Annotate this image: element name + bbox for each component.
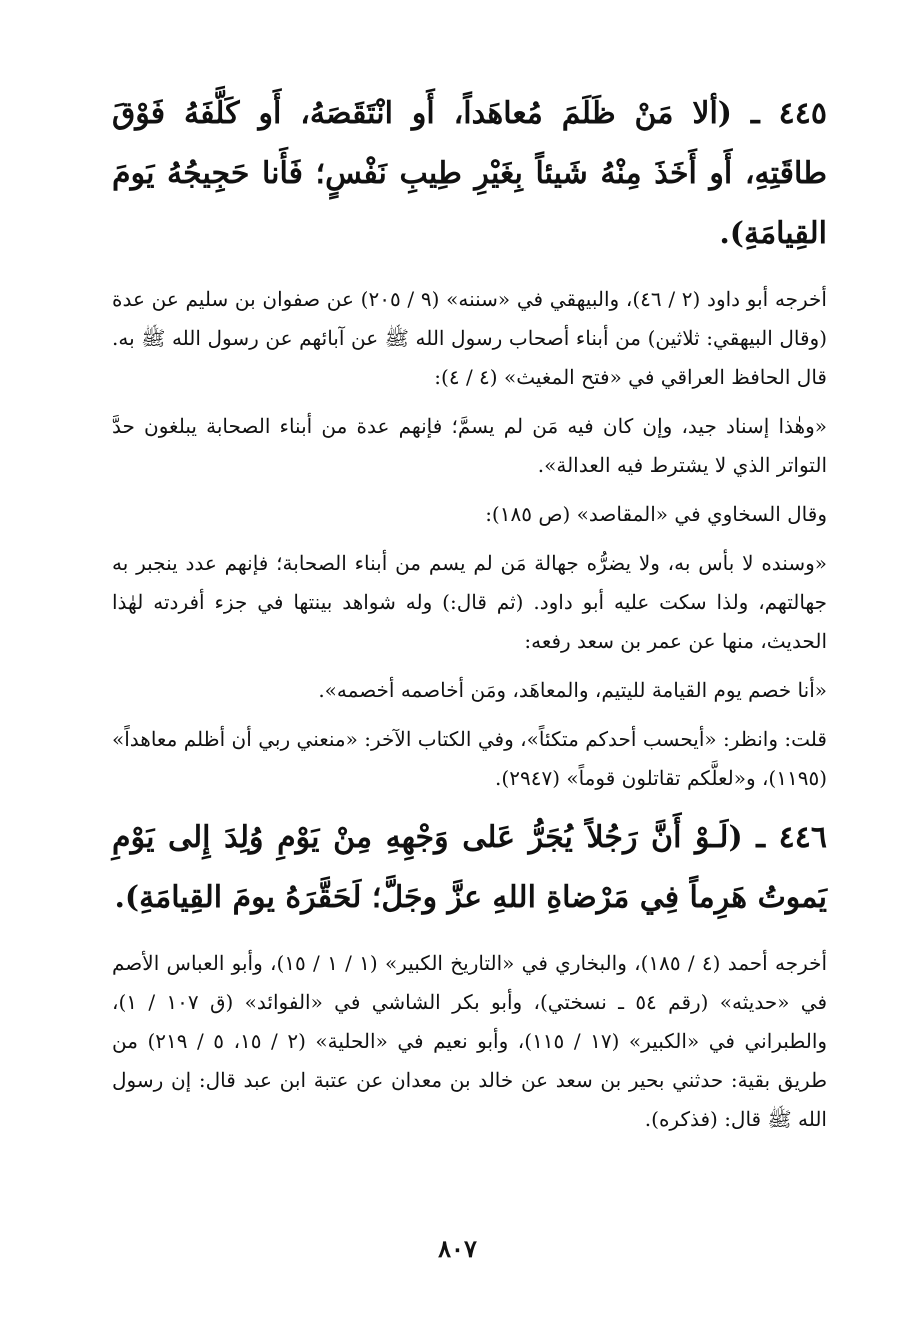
sakhawi-intro: وقال السخاوي في «المقاصد» (ص ١٨٥):: [485, 502, 827, 526]
hadith-446-heading: ٤٤٦ ـ (لَـوْ أَنَّ رَجُلاً يُجَرُّ عَلى وَجْهِهِ مِنْ يَوْمِ وُلِدَ إِلى يَوْمِ يَموتُ هَرِماً فِي مَرْضاةِ اللهِ عزَّ وجَلَّ؛ لَحَقَّرَهُ يومَ القِيامَةِ).: [112, 820, 827, 915]
book-page: [112, 84, 827, 1284]
hadith-446-section: [112, 808, 827, 1139]
hadith-446-takhrij: أخرجه أحمد (٤ / ١٨٥)، والبخاري في «التاريخ الكبير» (١ / ١ / ١٥)، وأبو العباس الأصم في «حديثه» (رقم ٥٤ ـ نسختي)، وأبو بكر الشاشي في «الفوائد» (ق ١٠٧ / ١)، والطبراني في «الكبير» (١٧ / ١١٥)، وأبو نعيم في «الحلية» (٢ / ١٥، ٥ / ٢١٩) من طريق بقية: حدثني بحير بن سعد عن خالد بن معدان عن عتبة ابن عبد قال: إن رسول الله ﷺ قال: (فذكره).: [112, 951, 828, 1131]
sakhawi-hadith-quote: «أنا خصم يوم القيامة لليتيم، والمعاهَد، ومَن أخاصمه أخصمه».: [318, 678, 827, 702]
hadith-445-heading: ٤٤٥ ـ (ألا مَنْ ظَلَمَ مُعاهَداً، أَو انْتَقَصَهُ، أَو كَلَّفَهُ فَوْقَ طاقَتِهِ، أَو أَخَذَ مِنْهُ شَيئاً بِغَيْرِ طِيبِ نَفْسٍ؛ فَأَنا حَجِيجُهُ يَومَ القِيامَةِ).: [112, 96, 827, 251]
hadith-445-takhrij: أخرجه أبو داود (٢ / ٤٦)، والبيهقي في «سننه» (٩ / ٢٠٥) عن صفوان بن سليم عن عدة (وقال البيهقي: ثلاثين) من أبناء أصحاب رسول الله ﷺ عن آبائهم عن رسول الله ﷺ به. قال الحافظ العراقي في «فتح المغيث» (٤ / ٤):: [112, 287, 827, 389]
page-number: ٨٠٧: [438, 1234, 477, 1263]
sakhawi-quote: «وسنده لا بأس به، ولا يضرُّه جهالة مَن لم يسم من أبناء الصحابة؛ فإنهم عدد ينجبر به جهالتهم، ولذا سكت عليه أبو داود. (ثم قال:) وله شواهد بينتها في جزء أفردته لهٰذا الحديث، منها عن عمر بن سعد رفعه:: [112, 551, 827, 653]
hadith-445-section: [112, 84, 827, 798]
iraqi-quote: «وهٰذا إسناد جيد، وإن كان فيه مَن لم يسمَّ؛ فإنهم عدة من أبناء الصحابة يبلغون حدَّ التواتر الذي لا يشترط فيه العدالة».: [112, 414, 827, 477]
author-note: قلت: وانظر: «أيحسب أحدكم متكئاً»، وفي الكتاب الآخر: «منعني ربي أن أظلم معاهداً» (١١٩٥)، و«لعلَّكم تقاتلون قوماً» (٢٩٤٧).: [112, 727, 827, 790]
